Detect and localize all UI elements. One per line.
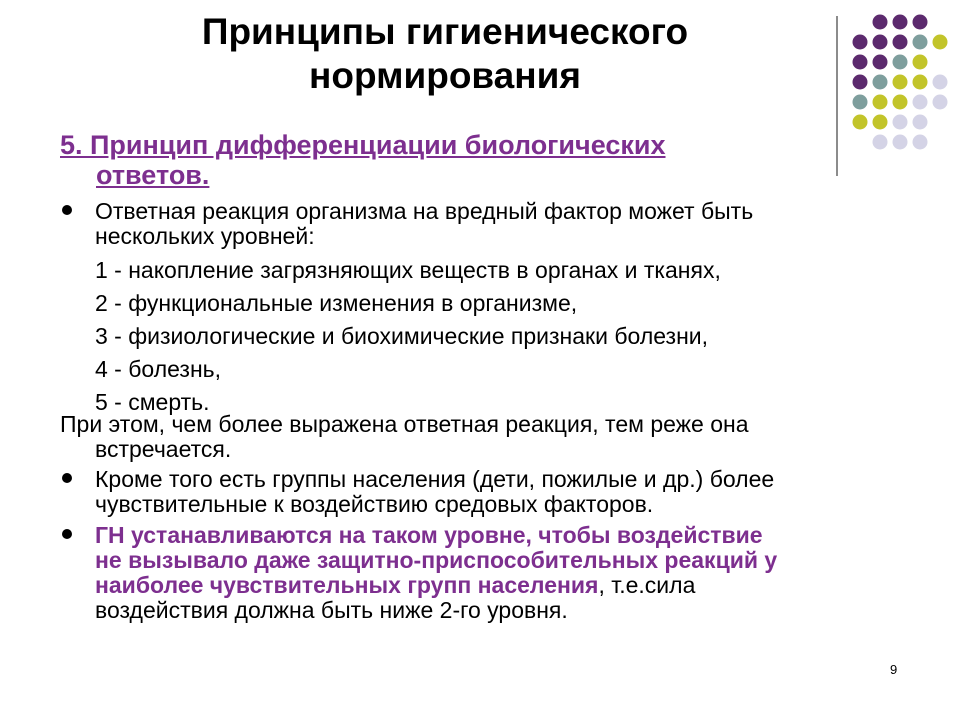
bullet-dot — [62, 205, 72, 215]
paragraph-line-2: встречается. — [95, 436, 232, 462]
title-line-2: нормирования — [309, 55, 581, 96]
bullet-3-text — [95, 523, 777, 623]
level-item: 5 - смерть. — [95, 389, 210, 415]
bullet-3-line-1: ГН устанавливаются на таком уровне, чтобы воздействие — [95, 522, 763, 548]
decorative-dot — [853, 55, 868, 70]
decorative-dot — [853, 95, 868, 110]
decorative-dot — [913, 55, 928, 70]
bullet-2-text — [95, 467, 774, 517]
decorative-dot — [893, 15, 908, 30]
bullet-2-line-1: Кроме того есть группы населения (дети, пожилые и др.) более — [95, 466, 775, 492]
decorative-dot — [853, 35, 868, 50]
decorative-dot — [873, 15, 888, 30]
bullet-dot — [62, 473, 72, 483]
decorative-dot — [913, 15, 928, 30]
level-item: 3 - физиологические и биохимические признаки болезни, — [95, 323, 709, 349]
bullet-dot — [62, 529, 72, 539]
decorative-dot — [853, 75, 868, 90]
heading-line-1: 5. Принцип дифференциации биологических — [60, 130, 666, 160]
decorative-dot — [933, 95, 948, 110]
decorative-dot — [873, 55, 888, 70]
levels-list — [95, 258, 721, 415]
decorative-dot — [933, 35, 948, 50]
paragraph-line-1: При этом, чем более выражена ответная реакция, тем реже она — [60, 411, 749, 437]
heading-line-2: ответов. — [96, 160, 210, 190]
decorative-dot — [873, 35, 888, 50]
decorative-dot — [893, 115, 908, 130]
title-line-1: Принципы гигиенического — [201, 11, 689, 52]
bullet-3-line-4: воздействия должна быть ниже 2-го уровня. — [95, 597, 568, 623]
bullet-3-plain-text: , т.е.сила — [598, 572, 696, 598]
decorative-dot — [893, 135, 908, 150]
decorative-dot — [853, 115, 868, 130]
decorative-dot — [913, 95, 928, 110]
decorative-dot — [873, 135, 888, 150]
decorative-dot — [913, 35, 928, 50]
bullet-2-line-2: чувствительные к воздействию средовых факторов. — [95, 491, 654, 517]
decorative-dot — [873, 95, 888, 110]
bullet-3-line-2: не вызывало даже защитно-приспособительных реакций у — [95, 547, 778, 573]
level-item: 1 - накопление загрязняющих веществ в органах и тканях, — [95, 257, 721, 283]
bullet-3-line-3 — [95, 573, 777, 598]
decorative-dot — [893, 75, 908, 90]
section-heading — [60, 130, 820, 190]
bullet-1-line-2: нескольких уровней: — [95, 223, 315, 249]
decorative-dot — [913, 135, 928, 150]
decorative-dot — [893, 35, 908, 50]
bullet-1-line-1: Ответная реакция организма на вредный фактор может быть — [95, 198, 754, 224]
paragraph — [60, 412, 749, 462]
decorative-dot — [893, 55, 908, 70]
page-number: 9 — [890, 662, 898, 677]
decorative-dot — [913, 115, 928, 130]
bullet-3-accent-text: наиболее чувствительных групп населения — [95, 572, 599, 598]
bullet-1-text — [95, 199, 753, 249]
decorative-dot — [893, 95, 908, 110]
decorative-dot — [913, 75, 928, 90]
decorative-dot — [933, 75, 948, 90]
decorative-dot — [873, 115, 888, 130]
decorative-dot — [873, 75, 888, 90]
level-item: 2 - функциональные изменения в организме, — [95, 290, 578, 316]
level-item: 4 - болезнь, — [95, 356, 222, 382]
